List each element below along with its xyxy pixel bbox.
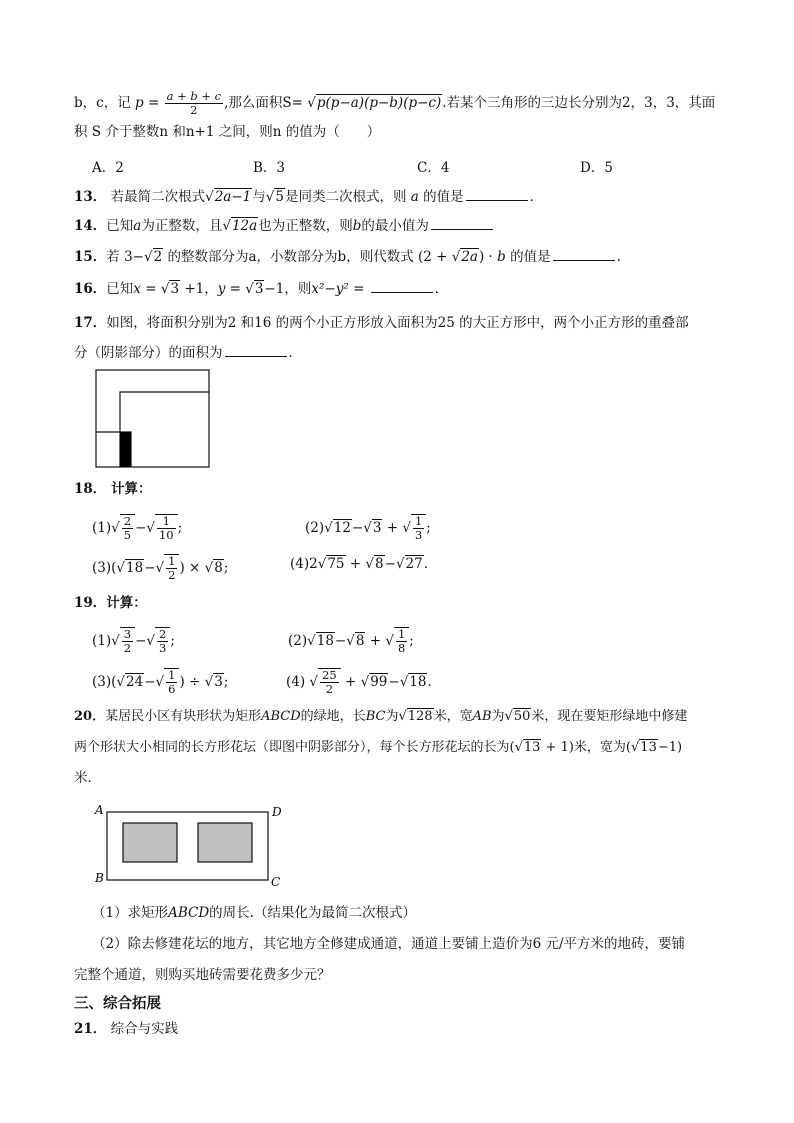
q20-number: 20．	[74, 709, 106, 724]
q20-l2c: −1)	[657, 740, 683, 755]
q15-text-e: .	[616, 249, 621, 265]
q20-l2b: + 1)米，宽为(	[541, 740, 631, 755]
q17-line1	[74, 313, 689, 333]
q20-l1e: 为	[491, 709, 505, 724]
q18-p3-sqrt3	[205, 560, 224, 576]
q15-text-c: ) ·	[478, 249, 498, 265]
q16	[74, 279, 448, 299]
q19-p4-label: (4)	[286, 674, 310, 690]
q14-text-c: 也为正整数，则	[258, 218, 353, 234]
q18-p4-r1: 75	[327, 556, 345, 572]
q20-abcd: ABCD	[261, 709, 301, 724]
q19-p3-sqrt2	[156, 668, 180, 696]
q19-p3-end: ;	[223, 674, 229, 690]
q19-part2	[288, 627, 414, 655]
q19-p2-sqrt3	[385, 627, 409, 655]
q19-p3-d: 6	[168, 682, 176, 696]
q20-sub2-line1: （2）除去修建花坛的地方，其它地方全修建成通道，通道上要铺上造价为6 元/平方米的地砖，要铺	[92, 936, 686, 952]
q12-area-radicand: p(p−a)(p−b)(p−c)	[316, 95, 442, 111]
q19-p2-r2: 8	[355, 633, 365, 649]
q19-p3-sqrt3	[205, 674, 224, 690]
q13-sqrt1	[205, 189, 252, 205]
q21-number: 21．	[74, 1021, 107, 1037]
q18-p1-op: −	[135, 520, 147, 536]
q20-sub2-line2: 完整个通道，则购买地砖需要花费多少元？	[74, 967, 331, 983]
overlap-shaded-region	[120, 432, 131, 467]
q18-p3-op: −	[144, 560, 156, 576]
q13	[74, 187, 543, 207]
q19-p1-op: −	[135, 633, 147, 649]
q19-p4-d: 2	[325, 682, 334, 696]
q17-text-line2b: ．	[288, 345, 302, 361]
q19-p4-sqrt1	[309, 668, 340, 696]
q20-sqrt2	[505, 709, 532, 724]
q19-p2-r1: 18	[316, 633, 334, 649]
square-16	[120, 392, 209, 467]
q18-p3-label: (3)	[92, 560, 112, 576]
q16-radicand1: 3	[170, 281, 180, 297]
q16-eq2: =	[225, 281, 246, 297]
q18-p1-n1: √ 2	[123, 514, 132, 528]
q13-radicand1: 2a−1	[214, 189, 252, 205]
q20-rectangle-diagram	[90, 800, 290, 892]
q18-p3-d: 2	[168, 568, 176, 582]
vertex-label-c: C	[271, 875, 281, 889]
q19-p2-sqrt2	[346, 633, 365, 649]
q18-title-text: 18． 计算：	[74, 481, 152, 497]
q20-l1d: 米，宽	[433, 709, 473, 724]
q16-text-d: =	[348, 281, 369, 297]
q15-text-d: 的值是	[505, 249, 551, 265]
q18-p3-r2: 8	[214, 560, 223, 576]
q19-p4-sqrt3	[400, 674, 428, 690]
q19-part1	[92, 627, 175, 655]
q18-p2-end: ;	[426, 520, 431, 536]
q18-p4-label: (4)2	[290, 556, 318, 572]
q18-p3-sqrt2	[156, 554, 180, 582]
q18-p1-d2: 10	[158, 528, 174, 542]
q15-answer-blank[interactable]	[553, 247, 615, 261]
q12-p-num: a + b + c	[166, 89, 222, 103]
q18-part1	[92, 514, 182, 542]
q12-p-den: 2	[190, 103, 198, 117]
q14-radicand: 12a	[231, 218, 258, 234]
q20-sub1	[92, 903, 416, 923]
q18-p1-sqrt1	[111, 514, 135, 542]
q18-p4-r3: 27	[405, 556, 423, 572]
q19-p2-n: √ 1	[397, 627, 406, 641]
q16-number: 16．	[74, 281, 107, 297]
q18-p3-end: ;	[223, 560, 229, 576]
q14-var1: a	[133, 218, 142, 234]
q19-p1-sqrt1	[111, 627, 135, 655]
q20-l1c: 为	[385, 709, 399, 724]
q18-p2-n: √ 1	[414, 514, 423, 528]
q20-l1f: 米，现在要矩形绿地中修建	[531, 709, 688, 724]
q12-line2: 积 S 介于整数n 和n+1 之间，则n 的值为（ ）	[74, 124, 381, 140]
q16-text-c: −1，则	[264, 281, 312, 297]
q19-p4-op2: −	[388, 674, 400, 690]
q12-option-c[interactable]: C．4	[417, 160, 450, 176]
q17-text-line2a: 分（阴影部分）的面积为	[74, 345, 223, 361]
q18-p3-rest: ×	[184, 560, 205, 576]
q19-p1-sqrt2	[146, 627, 170, 655]
q19-p3-op: −	[144, 674, 156, 690]
q20-r4: 13	[640, 740, 657, 755]
q16-text-a: 已知	[106, 281, 134, 297]
q17-squares-diagram	[94, 368, 212, 470]
q16-expr: x²−y²	[311, 281, 349, 297]
q19-p1-d1: 2	[123, 641, 132, 655]
q18-p2-r1: 12	[333, 520, 351, 536]
q15	[74, 247, 621, 267]
q20-r2: 50	[513, 709, 531, 724]
q13-answer-blank[interactable]	[466, 187, 528, 201]
q20-r3: 13	[523, 740, 541, 755]
q18-p4-end: .	[423, 556, 429, 572]
q16-x: x	[133, 281, 141, 297]
q14-sqrt	[222, 218, 258, 234]
q19-p4-r3: 18	[409, 674, 427, 690]
q20-sqrt3	[515, 740, 542, 755]
q19-p1-label: (1)	[92, 633, 112, 649]
q13-text-c: 是同类二次根式，则	[284, 189, 407, 205]
q19-p2-sqrt1	[307, 633, 335, 649]
q19-p4-r2: 99	[370, 674, 388, 690]
q16-y: y	[217, 281, 226, 297]
q13-var: a	[410, 189, 419, 205]
q19-title	[74, 593, 147, 613]
q17-answer-blank[interactable]	[225, 343, 287, 357]
q13-sqrt2	[266, 189, 285, 205]
q18-p3-r1: 18	[126, 560, 144, 576]
q20-line2	[74, 738, 682, 758]
q19-p4-sqrt2	[361, 674, 389, 690]
q21-text: 综合与实践	[110, 1021, 179, 1037]
q13-text-b: 与	[252, 189, 266, 205]
q19-p3-n: √ 1	[168, 668, 176, 682]
q13-number: 13．	[74, 189, 107, 205]
q19-p3-r2: 3	[214, 674, 223, 690]
q19-title-text: 19．计算：	[74, 595, 147, 611]
q16-answer-blank[interactable]	[371, 279, 433, 293]
q20-sqrt4	[631, 740, 658, 755]
q17-text-line1: 如图，将面积分别为2 和16 的两个小正方形放入面积为25 的大正方形中，两个小正方形的重叠部	[106, 315, 689, 331]
q18-p1-d1: 5	[123, 528, 132, 542]
q12-option-d[interactable]: D．5	[580, 160, 613, 176]
q18-title	[74, 479, 152, 499]
q13-text-e: ．	[529, 189, 544, 205]
q15-sqrt1	[144, 249, 163, 265]
q19-p3-rest: ÷	[184, 674, 205, 690]
big-square	[96, 370, 209, 467]
q13-radicand2: 5	[275, 189, 284, 205]
q12-p-var: p	[135, 95, 144, 111]
q12-option-a[interactable]: A．2	[92, 160, 124, 176]
q12-text-b: ,那么面积S=	[224, 95, 303, 111]
q18-p4-sqrt2	[365, 556, 384, 572]
q19-p2-end: ;	[409, 633, 414, 649]
q13-text-a: 若最简二次根式	[110, 189, 206, 205]
q15-number: 15．	[74, 249, 107, 265]
q14-var2: b	[352, 218, 362, 234]
q19-p4-n: √ 25	[322, 668, 337, 682]
q18-p1-end: ;	[177, 520, 183, 536]
q16-text-e: ．	[434, 281, 449, 297]
q20-r1: 128	[407, 709, 433, 724]
q19-p1-n2: √ 2	[158, 627, 167, 641]
q12-text-c: .若某个三角形的三边长分别为2，3，3，其面	[442, 95, 716, 111]
vertex-label-d: D	[272, 805, 282, 819]
q19-part4	[286, 668, 432, 696]
q16-sqrt2	[245, 281, 264, 297]
q20-sub1a: （1）求矩形	[92, 905, 169, 921]
q13-text-d: 的值是	[423, 189, 464, 205]
q18-p2-op1: −	[351, 520, 364, 536]
q12-line1	[74, 90, 715, 117]
q19-p2-d: 8	[397, 641, 406, 655]
q17-line2	[74, 343, 302, 363]
q18-p3-sqrt1	[116, 560, 144, 576]
q16-eq1: =	[140, 281, 161, 297]
q18-part3: (3)(√ 18− √ $\frac{1}{2}$ ) × √ 8;	[92, 554, 228, 582]
q12-eq: =	[147, 95, 160, 111]
q16-sqrt1	[161, 281, 180, 297]
q15-text-a: 若 3−	[106, 249, 144, 265]
q12-text-a: b，c，记	[74, 95, 131, 111]
q14-text-b: 为正整数，且	[141, 218, 223, 234]
q18-p2-r2: 3	[372, 520, 382, 536]
q15-text-b: 的整数部分为a，小数部分为b，则代数式 (2 +	[167, 249, 452, 265]
q21	[74, 1019, 178, 1039]
q20-line3: 米．	[74, 770, 101, 786]
q18-p3-n: √ 1	[168, 554, 176, 568]
q19-p3-r1: 24	[126, 674, 144, 690]
q20-ab: AB	[472, 709, 492, 724]
q18-p4-op2: −	[384, 556, 396, 572]
q14-answer-blank[interactable]	[431, 216, 493, 230]
q20-l2a: 两个形状大小相同的长方形花坛（即图中阴影部分），每个长方形花坛的长为(	[74, 740, 515, 755]
q14-text-d: 的最小值为	[361, 218, 429, 234]
q18-p4-op1: +	[345, 556, 366, 572]
q15-radicand1: 2	[153, 249, 163, 265]
q18-p2-label: (2)	[305, 520, 325, 536]
q14	[74, 216, 495, 236]
q18-p2-op2: +	[382, 520, 403, 536]
q12-p-fraction	[165, 90, 224, 117]
q19-p1-d2: 3	[158, 641, 167, 655]
q19-p2-op1: −	[334, 633, 347, 649]
q19-p4-end: .	[427, 674, 432, 690]
q15-sqrt2	[452, 249, 479, 265]
q18-p4-r2: 8	[375, 556, 384, 572]
q14-number: 14．	[74, 218, 107, 234]
vertex-label-a: A	[95, 803, 104, 817]
q18-p1-sqrt2	[146, 514, 177, 542]
q19-p3-sqrt1	[116, 674, 144, 690]
q19-part3: (3)(√ 24− √ $\frac{1}{6}$ ) ÷ √ 3;	[92, 668, 228, 696]
q20-bc: BC	[365, 709, 386, 724]
q17-number: 17．	[74, 315, 107, 331]
q18-p4-sqrt1	[318, 556, 346, 572]
q20-sub1b: 的周长.（结果化为最简二次根式）	[209, 905, 416, 921]
q20-l1b: 的绿地，长	[300, 709, 366, 724]
flower-bed-left	[123, 823, 177, 862]
q12-area-sqrt	[307, 95, 442, 111]
q20-line1	[74, 707, 687, 727]
section-title: 三、综合拓展	[74, 996, 161, 1012]
vertex-label-b: B	[95, 871, 104, 885]
q20-sub1-abcd: ABCD	[168, 905, 210, 921]
q19-p4-op1: +	[340, 674, 361, 690]
q18-p4-sqrt3	[396, 556, 424, 572]
q20-sqrt1	[398, 709, 433, 724]
q16-radicand2: 3	[254, 281, 264, 297]
q18-p2-sqrt3	[402, 514, 426, 542]
q15-var: b	[497, 249, 506, 265]
q16-text-b: +1，	[180, 281, 218, 297]
q18-p2-sqrt1	[324, 520, 352, 536]
q18-p1-label: (1)	[92, 520, 112, 536]
q15-radicand2: 2a	[461, 249, 478, 265]
q19-p2-label: (2)	[288, 633, 308, 649]
flower-bed-right	[198, 823, 252, 862]
q18-part4	[290, 554, 428, 574]
q20-l1a: 某居民小区有块形状为矩形	[105, 709, 262, 724]
q18-part2	[305, 514, 431, 542]
q12-option-b[interactable]: B．3	[253, 160, 286, 176]
q19-p3-label: (3)	[92, 674, 112, 690]
q14-text-a: 已知	[106, 218, 134, 234]
q18-p2-sqrt2	[363, 520, 382, 536]
q18-p2-d: 3	[414, 528, 423, 542]
q19-p1-n1: √ 3	[123, 627, 132, 641]
q19-p2-op2: +	[365, 633, 386, 649]
q18-p1-n2: √ 1	[157, 515, 176, 529]
q19-p1-end: ;	[170, 633, 175, 649]
